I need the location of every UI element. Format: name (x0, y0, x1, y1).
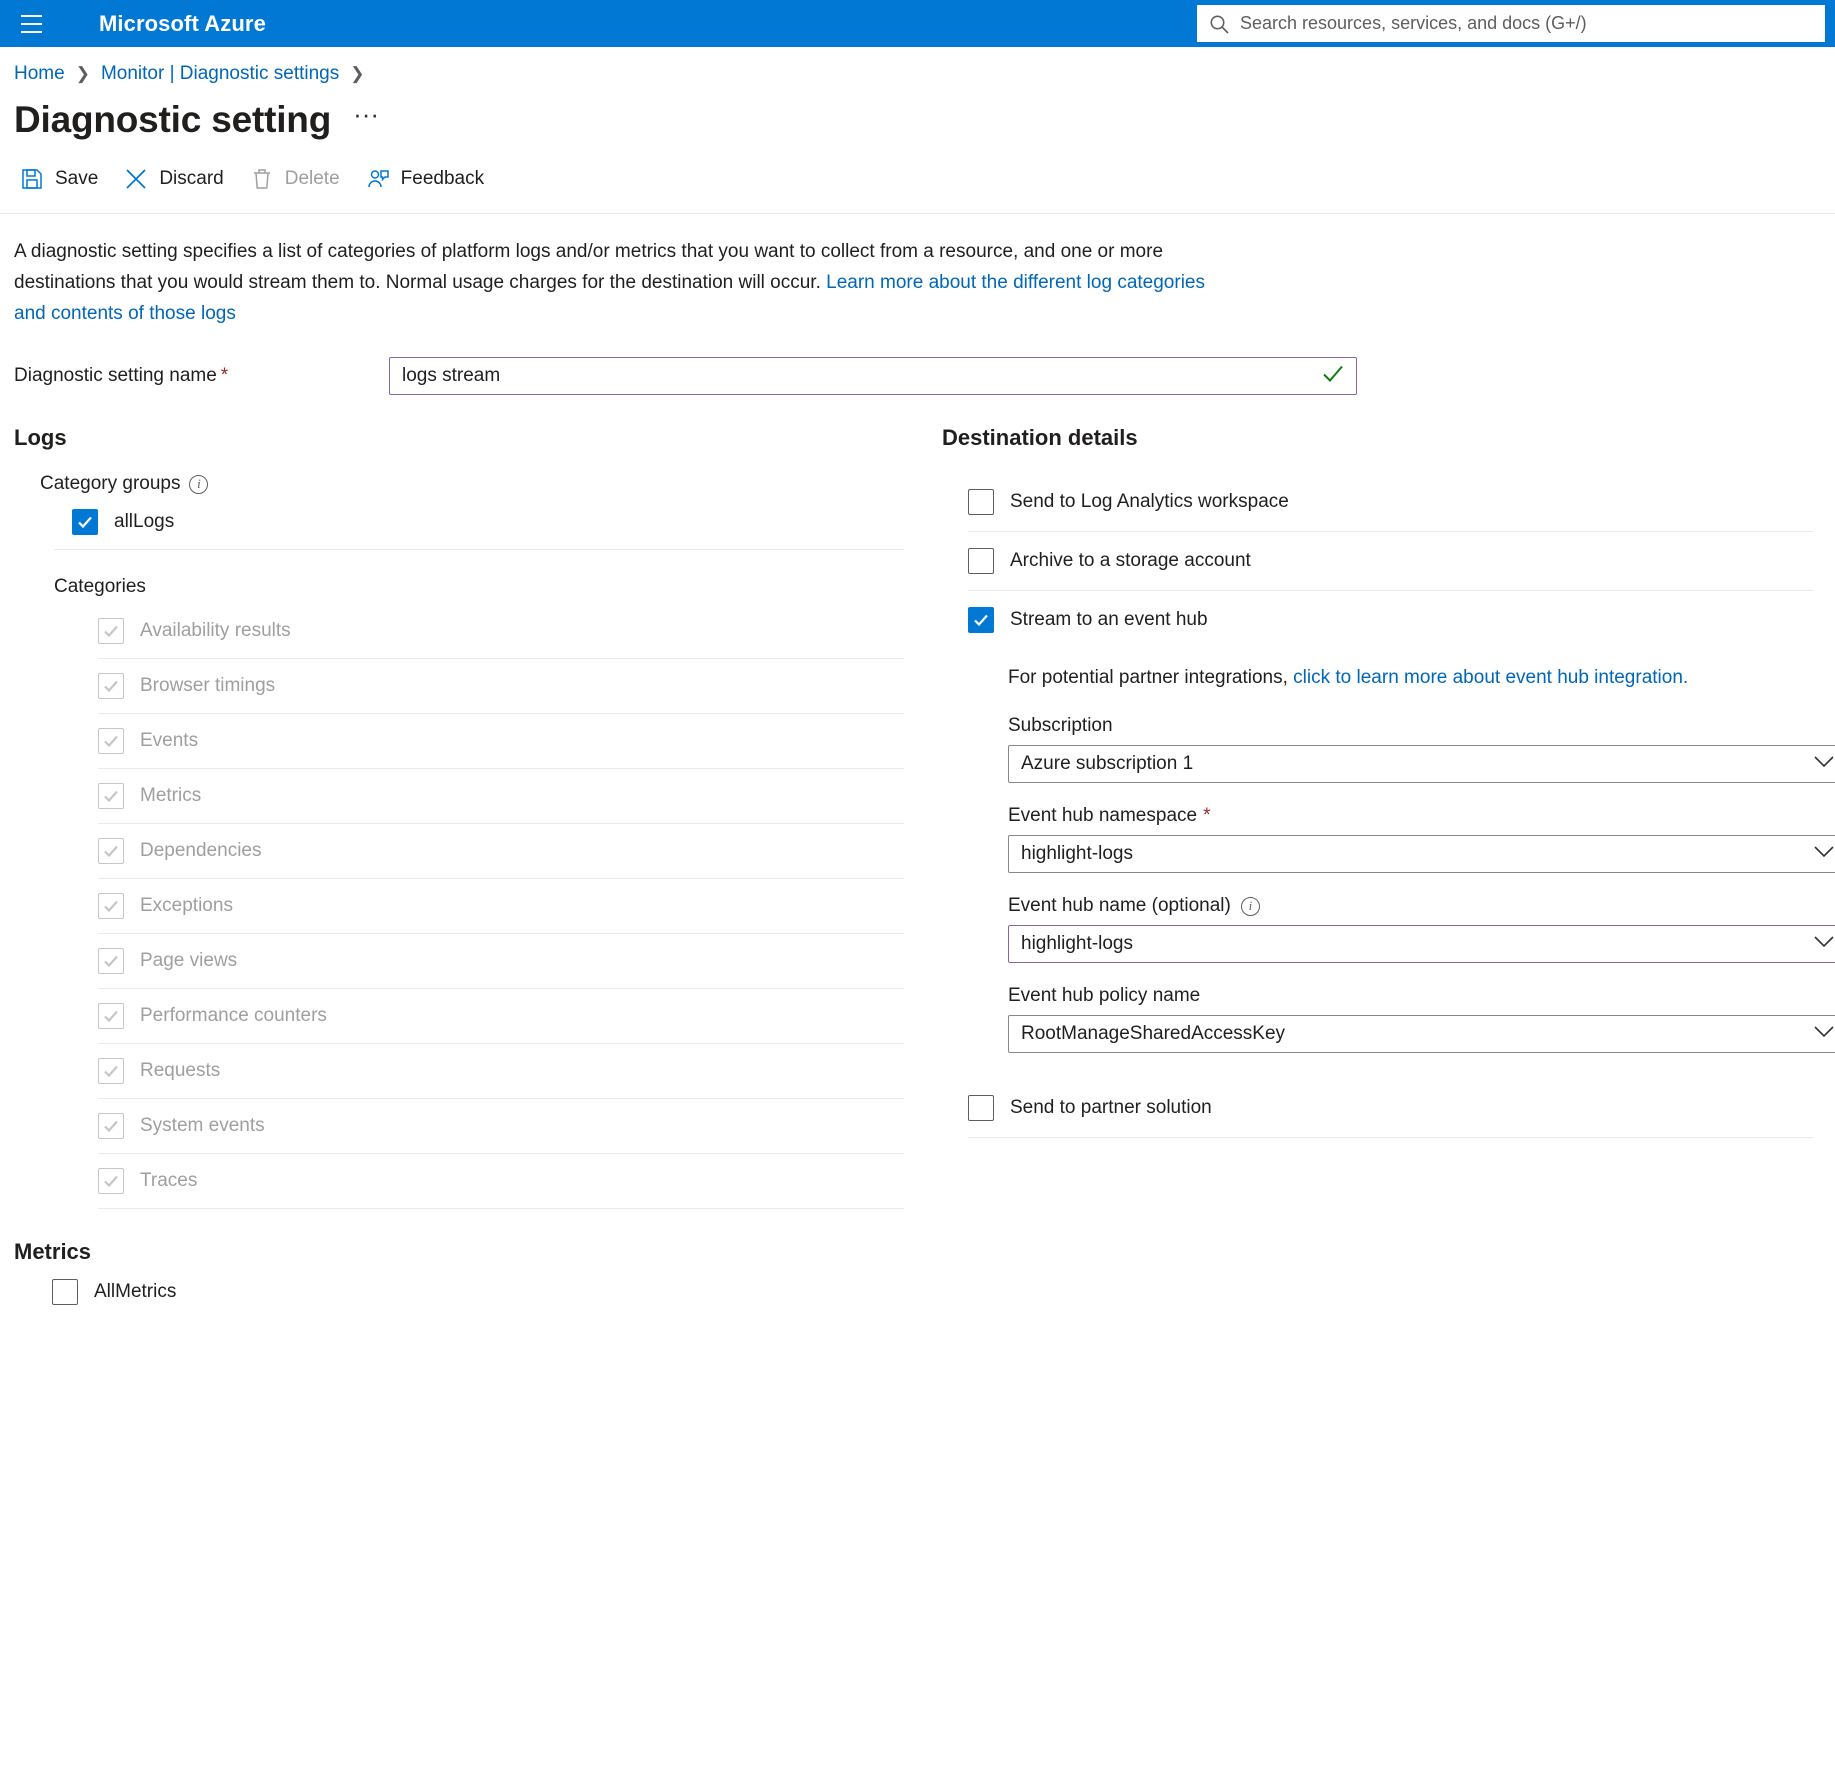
event-hub-field-label (1008, 895, 1835, 917)
event-hub-field-value: highlight-logs (1021, 843, 1133, 864)
dest-option-storage-checkbox[interactable] (968, 548, 994, 574)
event-hub-field-select-wrap (1008, 1015, 1835, 1053)
category-checkbox (98, 618, 124, 644)
search-icon (1208, 13, 1230, 35)
event-hub-field-label (1008, 985, 1835, 1007)
diagnostic-setting-name-field-wrap (389, 357, 1357, 395)
category-label: Performance counters (140, 1005, 327, 1026)
breadcrumb (0, 47, 1835, 85)
delete-button-label: Delete (284, 168, 340, 189)
info-icon[interactable]: i (189, 475, 208, 494)
discard-button[interactable] (118, 163, 243, 195)
category-checkbox (98, 948, 124, 974)
page-header (0, 85, 1835, 141)
category-row (98, 714, 919, 768)
event-hub-field-select-wrap (1008, 925, 1835, 963)
category-group-alllogs-row[interactable] (72, 495, 919, 549)
metrics-allmetrics-row[interactable] (52, 1279, 1821, 1305)
categories-label: Categories (54, 576, 146, 597)
category-row (98, 934, 919, 988)
event-hub-field-label (1008, 715, 1835, 737)
search-input[interactable] (1238, 12, 1814, 35)
event-hub-field-select[interactable] (1008, 745, 1835, 783)
partner-integration-note-text: For potential partner integrations, (1008, 667, 1294, 688)
dest-option-storage-row[interactable] (968, 532, 1835, 590)
description-text (0, 214, 1240, 329)
event-hub-integration-link[interactable]: click to learn more about event hub integration. (1293, 667, 1689, 688)
event-hub-field-select[interactable] (1008, 925, 1835, 963)
diagnostic-setting-name-label (14, 365, 389, 387)
main-content (0, 395, 1835, 1209)
dest-option-partner-row[interactable] (968, 1079, 1835, 1137)
category-row (98, 1099, 919, 1153)
category-checkbox (98, 838, 124, 864)
dest-option-event-hub-row[interactable] (968, 591, 1835, 649)
category-label: Traces (140, 1170, 198, 1191)
event-hub-field (1008, 985, 1835, 1053)
required-asterisk: * (220, 365, 229, 386)
logs-heading: Logs (14, 425, 67, 450)
category-checkbox (98, 1168, 124, 1194)
delete-button (244, 163, 360, 195)
save-button-label: Save (55, 168, 99, 189)
dest-option-log-analytics-label: Send to Log Analytics workspace (1010, 491, 1289, 512)
feedback-icon (366, 167, 390, 191)
partner-integration-note (1008, 663, 1835, 693)
event-hub-field (1008, 715, 1835, 783)
global-search[interactable] (1197, 5, 1825, 42)
dest-option-partner-label: Send to partner solution (1010, 1097, 1212, 1118)
diagnostic-setting-name-input[interactable] (389, 357, 1357, 395)
category-row (98, 769, 919, 823)
category-label: Requests (140, 1060, 221, 1081)
category-checkbox (98, 893, 124, 919)
feedback-button-label: Feedback (400, 168, 485, 189)
category-row (98, 604, 919, 658)
feedback-button[interactable] (360, 163, 504, 195)
category-row (98, 1154, 919, 1208)
divider (968, 1137, 1813, 1138)
dest-option-partner-checkbox[interactable] (968, 1095, 994, 1121)
category-row (98, 824, 919, 878)
discard-icon (124, 167, 148, 191)
category-row (98, 879, 919, 933)
page-title: Diagnostic setting (14, 99, 332, 140)
event-hub-field-select-wrap (1008, 835, 1835, 873)
event-hub-field-value: Azure subscription 1 (1021, 753, 1194, 774)
category-label: Availability results (140, 620, 291, 641)
event-hub-field-label-text: Event hub policy name (1008, 985, 1201, 1006)
breadcrumb-item-home[interactable]: Home (14, 63, 65, 84)
category-label: Exceptions (140, 895, 233, 916)
category-checkbox (98, 728, 124, 754)
save-icon (20, 167, 44, 191)
save-button[interactable] (14, 163, 118, 195)
discard-button-label: Discard (159, 168, 224, 189)
category-groups-label-row (40, 473, 919, 495)
diagnostic-setting-name-label-text: Diagnostic setting name (14, 365, 217, 386)
category-row (98, 659, 919, 713)
delete-icon (250, 167, 274, 191)
info-icon[interactable]: i (1241, 897, 1260, 916)
event-hub-field-select-wrap (1008, 745, 1835, 783)
diagnostic-setting-name-row (0, 329, 1835, 395)
event-hub-settings (1008, 649, 1835, 1053)
hamburger-icon[interactable] (10, 3, 52, 45)
category-group-alllogs-label: allLogs (114, 511, 175, 532)
category-label: Events (140, 730, 199, 751)
event-hub-field-label-text: Event hub namespace (1008, 805, 1198, 826)
checkmark-icon (1321, 362, 1345, 391)
category-label: Metrics (140, 785, 202, 806)
event-hub-field-label (1008, 805, 1835, 827)
dest-option-event-hub-label: Stream to an event hub (1010, 609, 1208, 630)
event-hub-field (1008, 805, 1835, 873)
destination-heading: Destination details (942, 425, 1138, 450)
metrics-heading: Metrics (14, 1239, 92, 1264)
categories-list (14, 604, 919, 1209)
category-checkbox (98, 1003, 124, 1029)
category-label: Browser timings (140, 675, 276, 696)
metrics-allmetrics-checkbox[interactable] (52, 1279, 78, 1305)
azure-brand-title[interactable]: Microsoft Azure (99, 10, 266, 36)
category-checkbox (98, 1113, 124, 1139)
category-row (98, 989, 919, 1043)
breadcrumb-chevron-icon-2: ❯ (350, 64, 365, 83)
dest-option-event-hub-checkbox[interactable] (968, 607, 994, 633)
required-asterisk: * (1203, 805, 1211, 826)
divider (98, 1208, 904, 1209)
dest-option-storage-label: Archive to a storage account (1010, 550, 1251, 571)
event-hub-field-value: highlight-logs (1021, 933, 1133, 954)
breadcrumb-chevron-icon: ❯ (75, 64, 90, 83)
metrics-allmetrics-label: AllMetrics (94, 1281, 177, 1302)
category-row (98, 1044, 919, 1098)
divider (54, 549, 904, 550)
event-hub-field-select[interactable] (1008, 1015, 1835, 1053)
event-hub-field-label-text: Subscription (1008, 715, 1113, 736)
destination-panel (919, 425, 1835, 1138)
category-checkbox (98, 1058, 124, 1084)
category-label: Page views (140, 950, 238, 971)
description-body: A diagnostic setting specifies a list of categories of platform logs and/or metrics that you want to collect from a resource, and one or more destinations that you would stream them to. Normal usage charges for the destination will occur. (14, 241, 1164, 293)
event-hub-field-select[interactable] (1008, 835, 1835, 873)
metrics-panel (0, 1209, 1835, 1345)
more-options-button[interactable]: ··· (353, 99, 380, 129)
event-hub-field-value: RootManageSharedAccessKey (1021, 1023, 1286, 1044)
dest-option-log-analytics-row[interactable] (968, 473, 1835, 531)
event-hub-field (1008, 895, 1835, 963)
top-navigation-bar (0, 0, 1835, 47)
event-hub-field-label-text: Event hub name (optional) (1008, 895, 1231, 916)
logs-panel (14, 425, 919, 1209)
category-group-alllogs-checkbox[interactable] (72, 509, 98, 535)
category-checkbox (98, 783, 124, 809)
category-groups-label: Category groups (40, 473, 181, 494)
category-label: System events (140, 1115, 265, 1136)
description-learn-more-link[interactable]: Learn more about the different log categories and contents of those logs (14, 272, 1205, 324)
category-checkbox (98, 673, 124, 699)
command-bar (0, 141, 1835, 214)
event-hub-field-list (1008, 715, 1835, 1053)
breadcrumb-item-monitor-diagnostic-settings[interactable]: Monitor | Diagnostic settings (100, 63, 340, 84)
category-label: Dependencies (140, 840, 262, 861)
dest-option-log-analytics-checkbox[interactable] (968, 489, 994, 515)
